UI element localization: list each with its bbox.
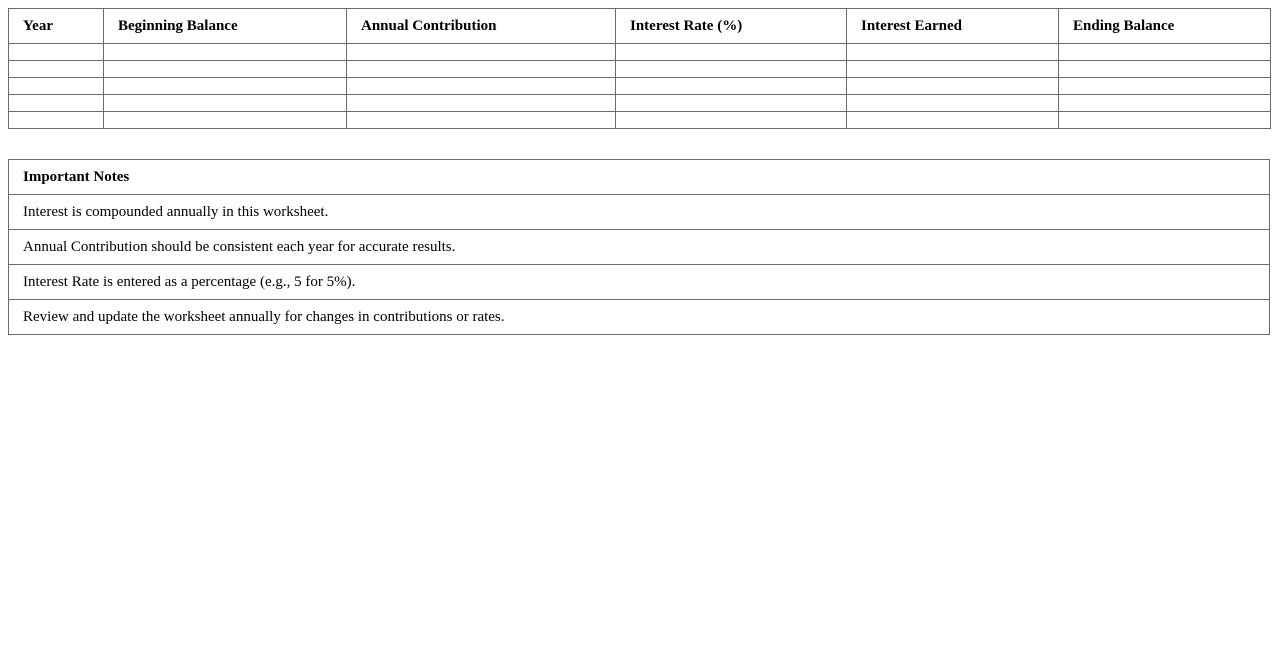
table-cell[interactable] <box>616 78 847 95</box>
table-cell[interactable] <box>9 112 104 129</box>
table-row <box>9 112 1271 129</box>
table-row <box>9 44 1271 61</box>
column-header-annual-contribution: Annual Contribution <box>347 9 616 44</box>
table-cell[interactable] <box>1059 44 1271 61</box>
table-cell[interactable] <box>104 112 347 129</box>
table-cell[interactable] <box>347 112 616 129</box>
column-header-ending-balance: Ending Balance <box>1059 9 1271 44</box>
column-header-interest-earned: Interest Earned <box>847 9 1059 44</box>
table-row <box>9 61 1271 78</box>
note-text: Annual Contribution should be consistent each year for accurate results. <box>9 230 1270 265</box>
important-notes-table <box>8 159 1270 335</box>
table-cell[interactable] <box>9 61 104 78</box>
table-cell[interactable] <box>347 44 616 61</box>
table-cell[interactable] <box>347 61 616 78</box>
table-cell[interactable] <box>1059 95 1271 112</box>
table-cell[interactable] <box>9 44 104 61</box>
notes-title: Important Notes <box>9 160 1270 195</box>
table-cell[interactable] <box>1059 112 1271 129</box>
table-cell[interactable] <box>847 112 1059 129</box>
table-cell[interactable] <box>9 78 104 95</box>
list-item <box>9 195 1270 230</box>
table-cell[interactable] <box>9 95 104 112</box>
table-cell[interactable] <box>847 78 1059 95</box>
note-text: Interest is compounded annually in this worksheet. <box>9 195 1270 230</box>
note-text: Review and update the worksheet annually for changes in contributions or rates. <box>9 300 1270 335</box>
table-cell[interactable] <box>104 95 347 112</box>
table-cell[interactable] <box>616 44 847 61</box>
table-cell[interactable] <box>847 44 1059 61</box>
column-header-beginning-balance: Beginning Balance <box>104 9 347 44</box>
notes-header-row <box>9 160 1270 195</box>
table-cell[interactable] <box>104 78 347 95</box>
table-row <box>9 78 1271 95</box>
table-cell[interactable] <box>1059 78 1271 95</box>
table-cell[interactable] <box>1059 61 1271 78</box>
table-cell[interactable] <box>847 61 1059 78</box>
column-header-year: Year <box>9 9 104 44</box>
table-cell[interactable] <box>847 95 1059 112</box>
table-cell[interactable] <box>347 95 616 112</box>
list-item <box>9 265 1270 300</box>
table-row <box>9 95 1271 112</box>
table-cell[interactable] <box>347 78 616 95</box>
list-item <box>9 300 1270 335</box>
note-text: Interest Rate is entered as a percentage (e.g., 5 for 5%). <box>9 265 1270 300</box>
column-header-interest-rate: Interest Rate (%) <box>616 9 847 44</box>
table-cell[interactable] <box>616 112 847 129</box>
list-item <box>9 230 1270 265</box>
table-cell[interactable] <box>104 61 347 78</box>
table-cell[interactable] <box>616 61 847 78</box>
table-cell[interactable] <box>104 44 347 61</box>
table-cell[interactable] <box>616 95 847 112</box>
savings-worksheet-table <box>8 8 1271 129</box>
table-header-row <box>9 9 1271 44</box>
